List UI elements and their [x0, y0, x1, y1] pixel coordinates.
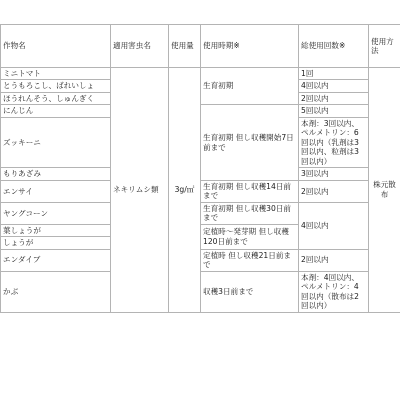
- header-pest: 適用害虫名: [111, 25, 169, 68]
- pest-cell: ネキリムシ類: [111, 68, 169, 313]
- header-method: 使用方法: [369, 25, 400, 68]
- total-cell: 本剤：4回以内、ペルメトリン：4回以内（散布は2回以内）: [299, 271, 369, 312]
- table-row: [1, 249, 400, 271]
- timing-cell: 生育初期 但し収穫30日前まで: [201, 202, 299, 224]
- method-cell: 株元散布: [369, 68, 400, 313]
- crop-cell: ミニトマト: [1, 68, 111, 80]
- crop-cell: しょうが: [1, 237, 111, 249]
- crop-cell: ほうれんそう、しゅんぎく: [1, 92, 111, 104]
- header-total: 総使用回数※: [299, 25, 369, 68]
- crop-cell: 葉しょうが: [1, 224, 111, 236]
- header-timing: 使用時期※: [201, 25, 299, 68]
- table-row: [1, 105, 400, 117]
- dose-cell: 3g/㎡: [169, 68, 201, 313]
- timing-cell: 生育初期 但し収穫開始7日前まで: [201, 105, 299, 180]
- total-cell: 4回以内: [299, 202, 369, 249]
- crop-cell: にんじん: [1, 105, 111, 117]
- total-cell: 本剤：3回以内、ペルメトリン：6回以内（乳剤は3回以内、粒剤は3回以内）: [299, 117, 369, 167]
- timing-cell: 定植時～発芽期 但し収穫120日前まで: [201, 224, 299, 249]
- total-cell: 4回以内: [299, 80, 369, 92]
- table-row: [1, 271, 400, 291]
- crop-cell: かぶ: [1, 271, 111, 312]
- total-cell: 3回以内: [299, 168, 369, 180]
- crop-cell: エンサイ: [1, 180, 111, 202]
- timing-cell: 収穫3日前まで: [201, 271, 299, 312]
- total-cell: 2回以内: [299, 92, 369, 104]
- header-dose: 使用量: [169, 25, 201, 68]
- timing-cell: 生育初期 但し収穫14日前まで: [201, 180, 299, 202]
- total-cell: 2回以内: [299, 249, 369, 271]
- header-row: [1, 25, 400, 68]
- crop-cell: とうもろこし、ばれいしょ: [1, 80, 111, 92]
- crop-cell: ズッキーニ: [1, 117, 111, 167]
- table-row: [1, 68, 400, 80]
- total-cell: 2回以内: [299, 180, 369, 202]
- total-cell: 1回: [299, 68, 369, 80]
- crop-cell: もりあざみ: [1, 168, 111, 180]
- crop-cell: エンダイブ: [1, 249, 111, 271]
- timing-cell: 生育初期: [201, 68, 299, 105]
- header-crop: 作物名: [1, 25, 111, 68]
- timing-cell: 定植時 但し収穫21日前まで: [201, 249, 299, 271]
- table-row: [1, 180, 400, 202]
- table-row: [1, 202, 400, 224]
- pesticide-table: [0, 24, 400, 313]
- total-cell: 5回以内: [299, 105, 369, 117]
- crop-cell: ヤングコーン: [1, 202, 111, 224]
